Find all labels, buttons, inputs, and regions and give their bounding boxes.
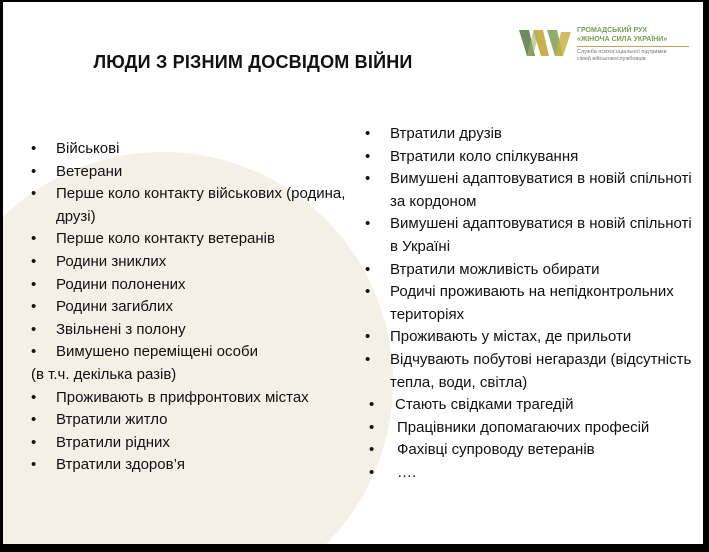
list-item: • Втратили житло bbox=[31, 409, 371, 432]
presentation-slide bbox=[3, 2, 703, 544]
list-item: • Перше коло контакту ветеранів bbox=[31, 228, 371, 251]
list-item: • Ветерани bbox=[31, 161, 371, 184]
list-item: • …. bbox=[365, 462, 695, 485]
list-item: • Відчувають побутові негаразди (відсутність тепла, води, світла) bbox=[365, 349, 695, 394]
logo-sub-line2: сімей військовослужбовців bbox=[577, 55, 646, 62]
right-bullet-list bbox=[365, 123, 695, 485]
logo-org-line2: «ЖІНОЧА СИЛА УКРАЇНИ» bbox=[577, 35, 668, 43]
logo-sub-line1: Служба психосоціальної підтримки bbox=[577, 49, 667, 55]
list-item: • Працівники допомагаючих професій bbox=[365, 417, 695, 440]
list-item: • Втратили можливість обирати bbox=[365, 259, 695, 282]
logo-divider bbox=[577, 46, 689, 47]
list-item-note: (в т.ч. декілька разів) bbox=[31, 365, 177, 383]
slide-title: ЛЮДИ З РІЗНИМ ДОСВІДОМ ВІЙНИ bbox=[93, 52, 413, 72]
organization-logo bbox=[517, 26, 697, 66]
list-item: • Проживають у містах, де прильоти bbox=[365, 326, 695, 349]
list-item: • Родичі проживають на непідконтрольних територіях bbox=[365, 281, 695, 326]
logo-mark-icon bbox=[517, 26, 573, 60]
list-item: • Втратили коло спілкування bbox=[365, 146, 695, 169]
list-item: • Вимушені адаптовуватися в новій спільноті в Україні bbox=[365, 213, 695, 258]
list-item: • Втратили рідних bbox=[31, 432, 371, 455]
logo-org-line1: ГРОМАДСЬКИЙ РУХ bbox=[577, 27, 648, 34]
list-item: • Родини полонених bbox=[31, 274, 371, 297]
list-item: • Втратили здоров’я bbox=[31, 454, 371, 477]
list-item: • Військові bbox=[31, 138, 371, 161]
list-item: • Фахівці супроводу ветеранів bbox=[365, 439, 695, 462]
list-item: • Вимушено переміщені особи bbox=[31, 341, 371, 364]
left-bullet-list bbox=[31, 138, 371, 477]
list-item: • Перше коло контакту військових (родина, друзі) bbox=[31, 183, 371, 228]
list-item: • Вимушені адаптовуватися в новій спільноті за кордоном bbox=[365, 168, 695, 213]
list-item: • Родини зниклих bbox=[31, 251, 371, 274]
list-item: • Проживають в прифронтових містах bbox=[31, 387, 371, 410]
list-item: • Втратили друзів bbox=[365, 123, 695, 146]
list-item: • Стають свідками трагедій bbox=[365, 394, 695, 417]
list-item: • Родини загиблих bbox=[31, 296, 371, 319]
list-item: • Звільнені з полону bbox=[31, 319, 371, 342]
